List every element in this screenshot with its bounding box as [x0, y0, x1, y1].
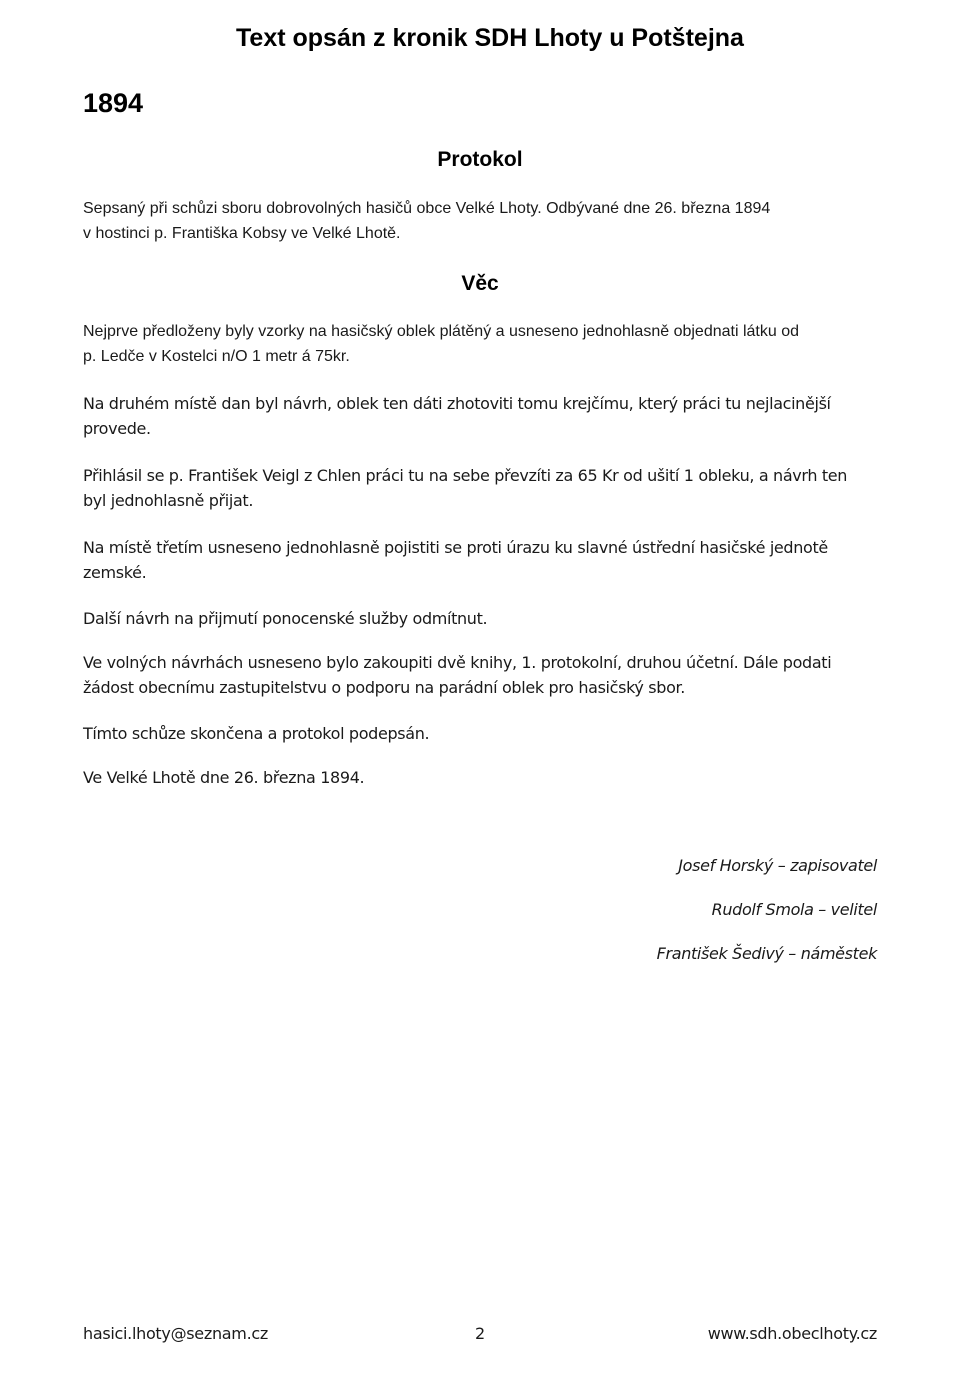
- item-paragraph-2: [83, 391, 873, 441]
- intro-paragraph: [83, 197, 883, 246]
- subject-heading: Věc: [461, 272, 499, 295]
- item-paragraph-4: [83, 535, 873, 585]
- intro-line: v hostinci p. Františka Kobsy ve Velké Lhotě.: [83, 224, 401, 242]
- paragraph-line: Přihlásil se p. František Veigl z Chlen práci tu na sebe převzíti za 65 Kr od ušití 1 obleku, a návrh ten: [83, 466, 848, 485]
- paragraph-line: p. Ledče v Kostelci n/O 1 metr á 75kr.: [83, 347, 350, 365]
- footer-email: hasici.lhoty@seznam.cz: [83, 1324, 268, 1343]
- paragraph-line: byl jednohlasně přijat.: [83, 491, 254, 510]
- item-paragraph-3: [83, 463, 873, 513]
- paragraph-line: Nejprve předloženy byly vzorky na hasičský oblek plátěný a usneseno jednohlasně objednati látku od: [83, 323, 799, 340]
- paragraph-line: Další návrh na přijmutí ponocenské služby odmítnut.: [83, 609, 488, 628]
- paragraph-line: zemské.: [83, 563, 147, 582]
- item-paragraph-1: [83, 320, 883, 369]
- year-heading: 1894: [83, 88, 144, 118]
- signature-commander: Rudolf Smola – velitel: [711, 900, 877, 919]
- document-title: Text opsán z kronik SDH Lhoty u Potštejna: [236, 24, 744, 52]
- paragraph-line: Na druhém místě dan byl návrh, oblek ten dáti zhotoviti tomu krejčímu, který práci tu nejlacinější: [83, 394, 831, 413]
- intro-line: Sepsaný při schůzi sboru dobrovolných hasičů obce Velké Lhoty. Odbývané dne 26. března 1894: [83, 200, 771, 217]
- paragraph-line: Ve volných návrhách usneseno bylo zakoupiti dvě knihy, 1. protokolní, druhou účetní. Dále podati: [83, 653, 832, 672]
- paragraph-line: žádost obecnímu zastupitelstvu o podporu na parádní oblek pro hasičský sbor.: [83, 678, 686, 697]
- footer-page-number: 2: [475, 1324, 485, 1343]
- signature-deputy: František Šedivý – náměstek: [656, 944, 877, 963]
- place-date: [83, 765, 873, 790]
- paragraph-line: provede.: [83, 419, 151, 438]
- item-paragraph-6: [83, 650, 873, 700]
- protocol-heading: Protokol: [437, 148, 523, 171]
- paragraph-line: Tímto schůze skončena a protokol podepsán.: [83, 724, 430, 743]
- paragraph-line: Na místě třetím usneseno jednohlasně pojistiti se proti úrazu ku slavné ústřední hasičské jednotě: [83, 538, 828, 557]
- footer-website: www.sdh.obeclhoty.cz: [707, 1324, 877, 1343]
- signature-recorder: Josef Horský – zapisovatel: [678, 856, 877, 875]
- paragraph-line: Ve Velké Lhotě dne 26. března 1894.: [83, 768, 365, 787]
- item-paragraph-5: [83, 606, 873, 631]
- closing-paragraph: [83, 721, 873, 746]
